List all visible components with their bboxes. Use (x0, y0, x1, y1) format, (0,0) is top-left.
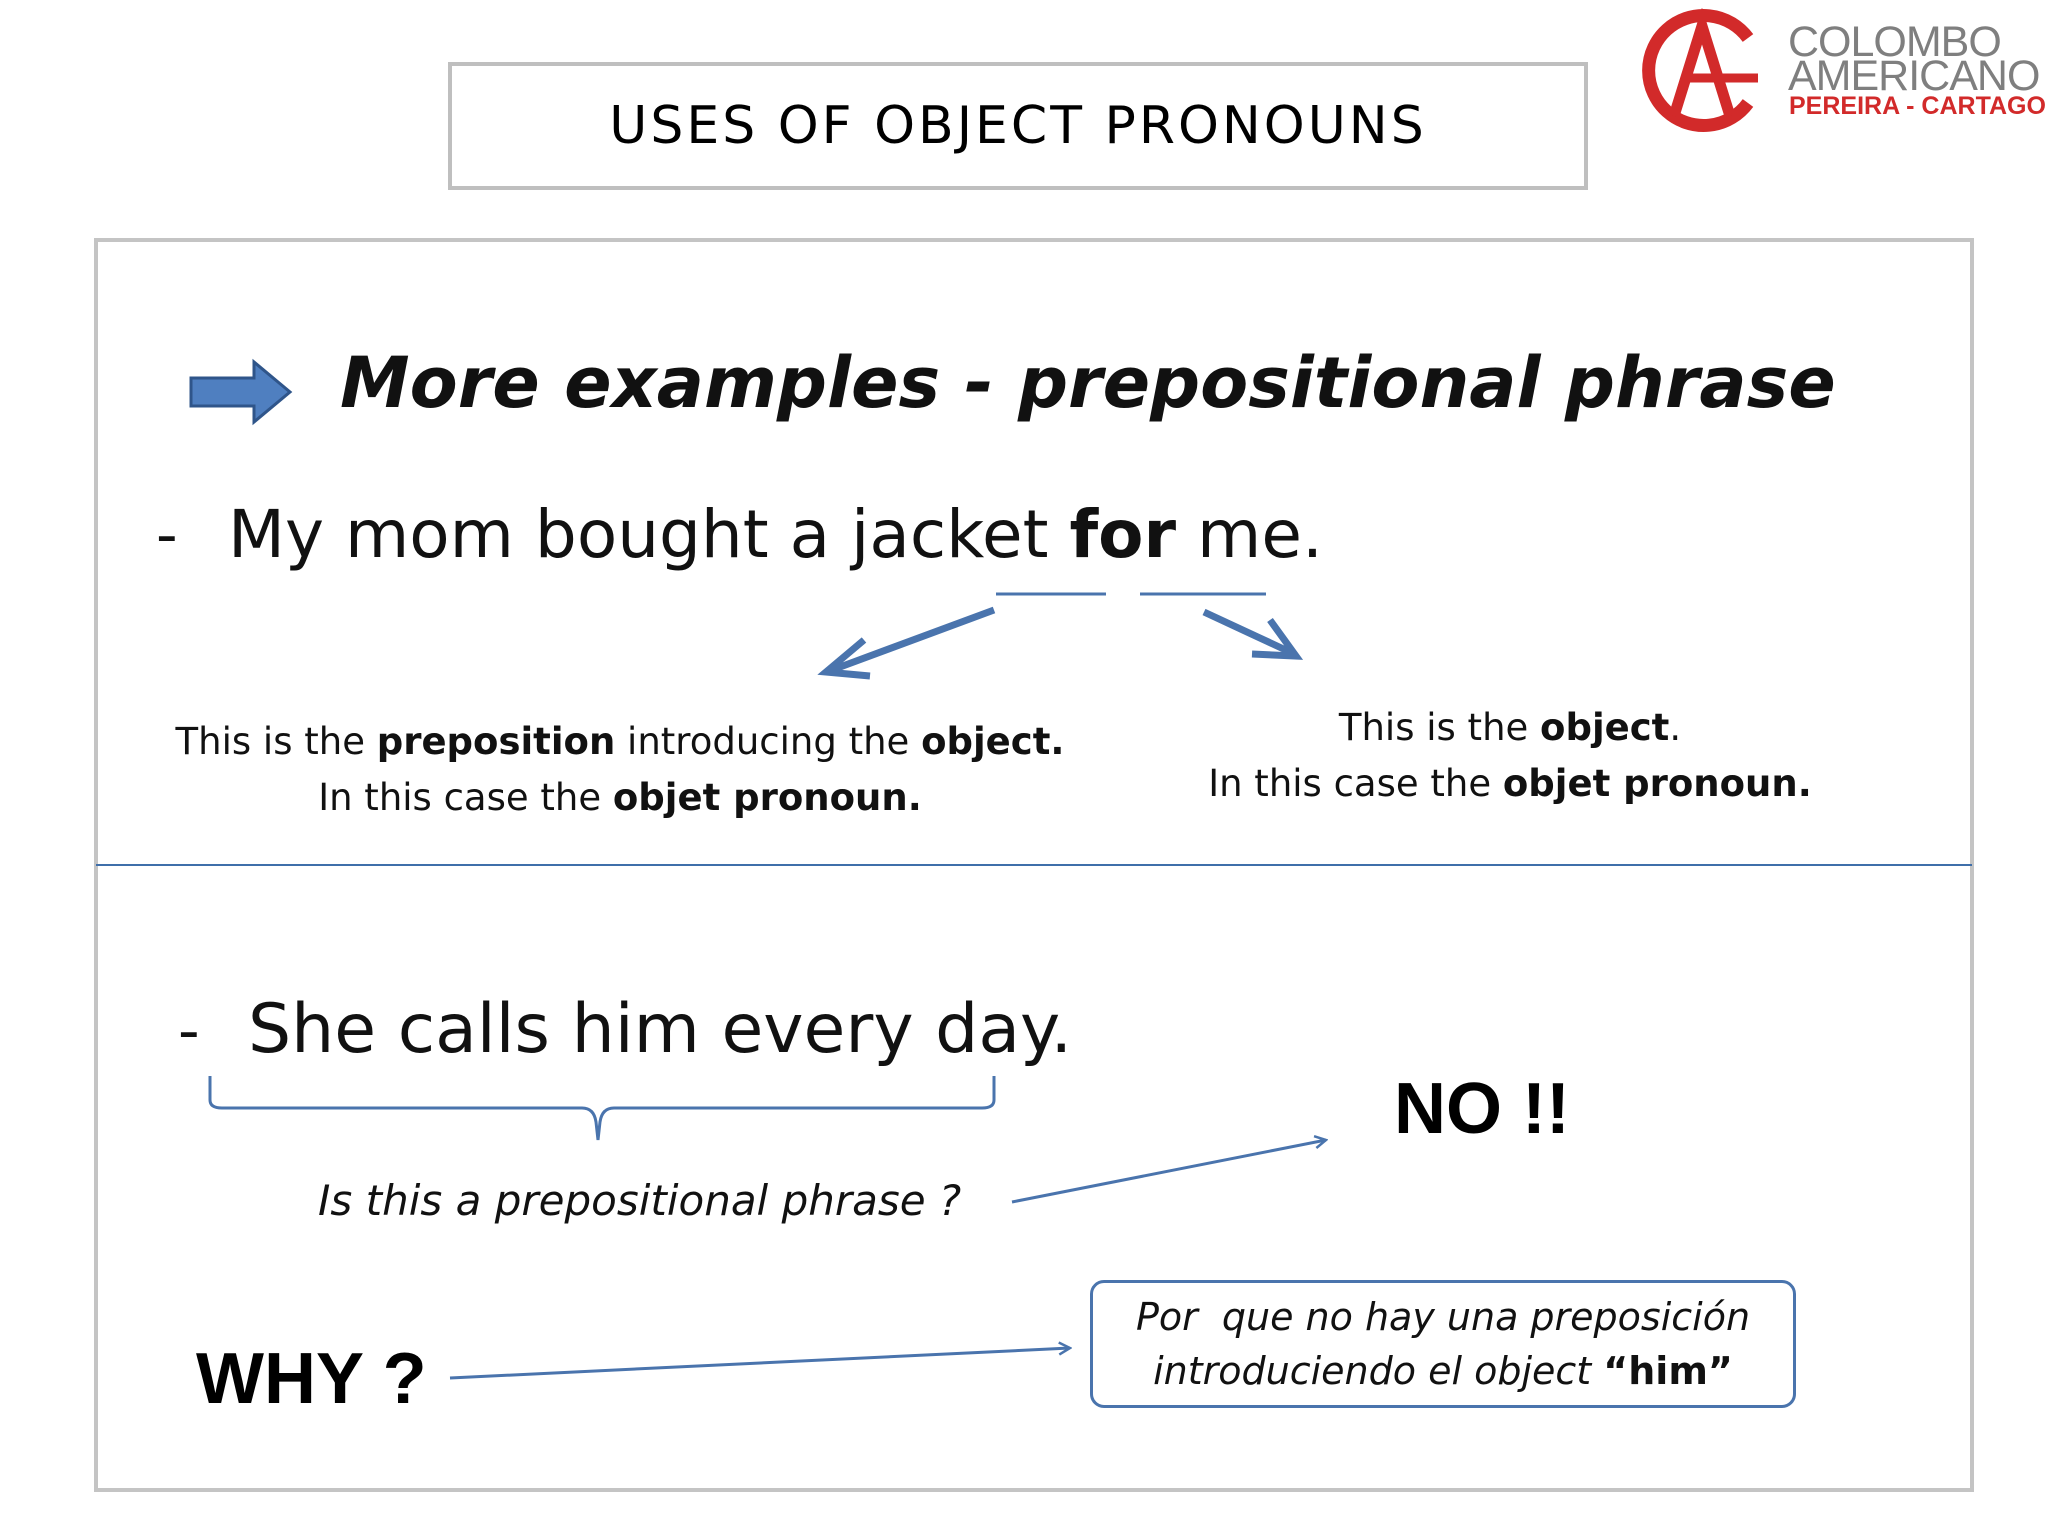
reason-box (1090, 1280, 1796, 1408)
example2-sentence: She calls him every day. (248, 990, 1073, 1069)
note-right-term-object: object (1540, 706, 1670, 749)
preposition-explanation-line2 (150, 770, 1090, 826)
right-arrow-icon (188, 358, 294, 426)
example2-bullet: - (178, 996, 200, 1066)
example1-text-start: My mom bought a jacket (228, 496, 1070, 573)
colombo-americano-logo-icon (1640, 8, 1765, 133)
reason-line2-text: introduciendo el object (1153, 1349, 1604, 1393)
reason-line2-him: “him” (1603, 1349, 1733, 1393)
page-title: USES OF OBJECT PRONOUNS (609, 96, 1427, 156)
note-left-term-preposition: preposition (376, 720, 616, 763)
note-right-text-a: This is the (1338, 706, 1541, 749)
example1-sentence (228, 496, 1323, 573)
example1-bullet: - (156, 500, 178, 570)
example1-period: . (1301, 496, 1323, 573)
preposition-explanation-line1 (150, 714, 1090, 770)
object-explanation (1160, 700, 1860, 812)
section-divider (96, 864, 1972, 866)
reason-line2 (1153, 1344, 1733, 1398)
note-right-text-d: In this case the (1208, 762, 1503, 805)
note-left-text-a: This is the (175, 720, 377, 763)
why-label: WHY ? (196, 1339, 427, 1419)
logo-text-location: PEREIRA - CARTAGO (1789, 92, 2046, 120)
logo-text-americano: AMERICANO (1788, 52, 2040, 100)
example1-object: me (1197, 496, 1302, 573)
title-box (448, 62, 1588, 190)
object-explanation-line1 (1160, 700, 1860, 756)
note-right-term-pronoun: objet pronoun. (1502, 762, 1812, 805)
note-left-term-pronoun: objet pronoun. (612, 776, 922, 819)
note-left-term-object: object. (921, 720, 1065, 763)
preposition-explanation (150, 714, 1090, 826)
reason-line1: Por que no hay una preposición (1135, 1295, 1751, 1339)
logo-text-colombo: COLOMBO (1788, 18, 2001, 66)
example1-preposition: for (1069, 496, 1177, 573)
prepositional-question: Is this a prepositional phrase ? (318, 1176, 962, 1225)
note-left-text-e: In this case the (318, 776, 613, 819)
section-heading: More examples - prepositional phrase (340, 342, 1836, 424)
note-right-text-c: . (1669, 706, 1682, 749)
object-explanation-line2 (1160, 756, 1860, 812)
answer-no: NO !! (1394, 1069, 1570, 1149)
example1-space (1176, 496, 1197, 573)
note-left-text-c: introducing the (615, 720, 922, 763)
